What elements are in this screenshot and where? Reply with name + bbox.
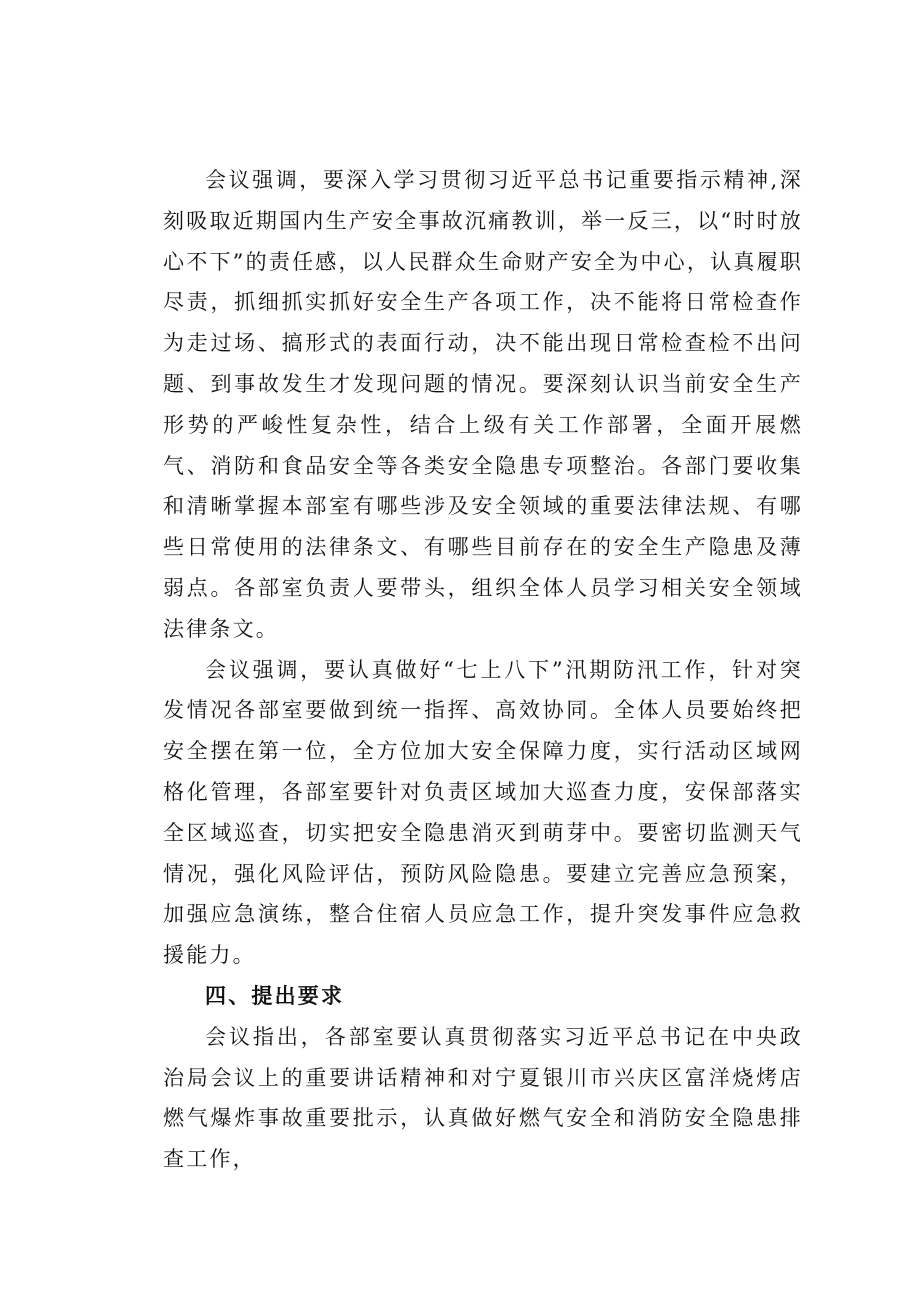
paragraph-safety-production: 会议强调，要深入学习贯彻习近平总书记重要指示精神,深刻吸取近期国内生产安全事故沉痛教训，举一反三，以“时时放心不下”的责任感，以人民群众生命财产安全为中心，认真履职尽责，抓细抓实抓好安全生产各项工作，决不能将日常检查作为走过场、搞形式的表面行动，决不能出现日常检查检不出问题、到事故发生才发现问题的情况。要深刻认识当前安全生产形势的严峻性复杂性，结合上级有关工作部署，全面开展燃气、消防和食品安全等各类安全隐患专项整治。各部门要收集和清晰掌握本部室有哪些涉及安全领域的重要法律法规、有哪些日常使用的法律条文、有哪些目前存在的安全生产隐患及薄弱点。各部室负责人要带头，组织全体人员学习相关安全领域法律条文。 <box>163 168 803 641</box>
section-heading: 四、提出要求 <box>205 983 345 1008</box>
document-body <box>163 160 803 1180</box>
paragraph-flood-prevention: 会议强调，要认真做好“七上八下”汛期防汛工作，针对突发情况各部室要做到统一指挥、高效协同。全体人员要始终把安全摆在第一位，全方位加大安全保障力度，实行活动区域网格化管理，各部室要针对负责区域加大巡查力度，安保部落实全区域巡查，切实把安全隐患消灭到萌芽中。要密切监测天气情况，强化风险评估，预防风险隐患。要建立完善应急预案，加强应急演练，整合住宿人员应急工作，提升突发事件应急救援能力。 <box>163 657 803 968</box>
paragraph-requirements: 会议指出，各部室要认真贯彻落实习近平总书记在中央政治局会议上的重要讲话精神和对宁夏银川市兴庆区富洋烧烤店燃气爆炸事故重要批示，认真做好燃气安全和消防安全隐患排查工作， <box>163 1024 803 1172</box>
